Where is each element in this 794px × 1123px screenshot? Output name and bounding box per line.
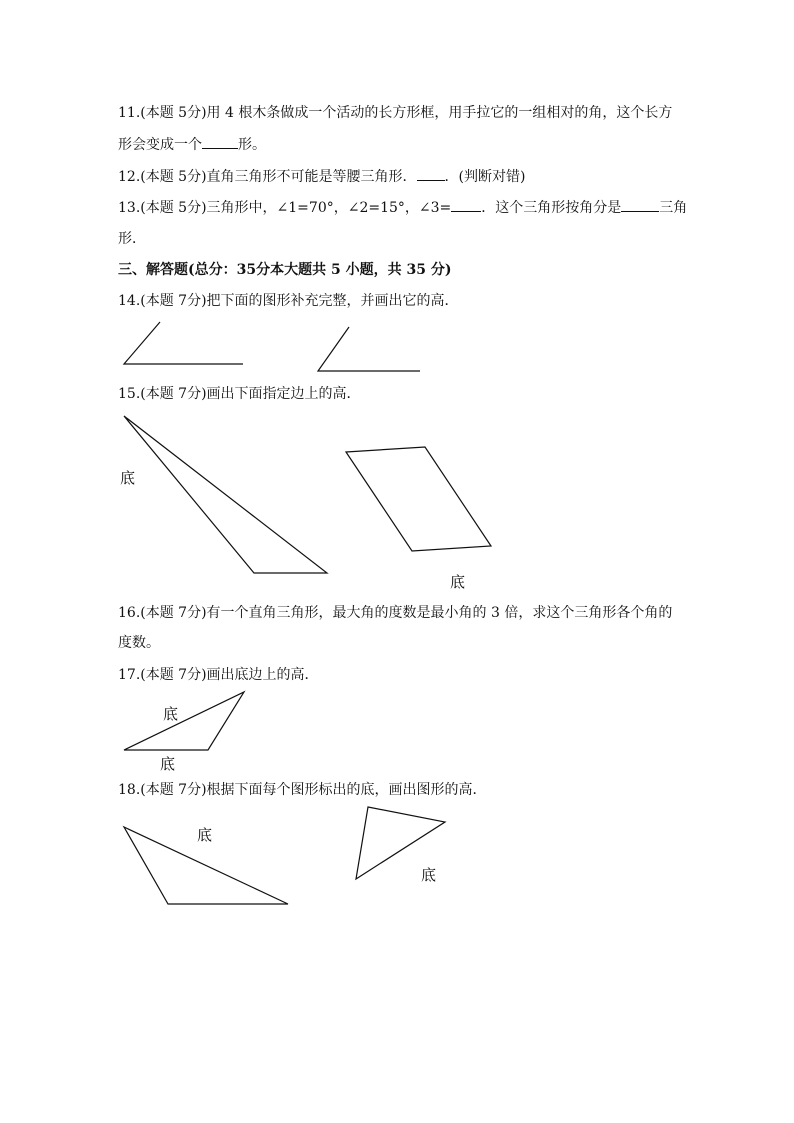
q12-prefix: 12.(本题 5分)直角三角形不可能是等腰三角形． (118, 169, 417, 185)
q17-triangle (124, 692, 244, 750)
q15-obtuse-triangle (124, 416, 327, 573)
q18-text: 18.(本题 7分)根据下面每个图形标出的底，画出图形的高． (118, 782, 487, 798)
q11-line2-prefix: 形会变成一个 (118, 137, 202, 153)
q14-angle-figure-right (318, 327, 420, 371)
q15-base-label-left: 底 (120, 469, 136, 487)
q12-suffix: ．(判断对错) (444, 169, 526, 185)
q16-line2: 度数。 (118, 635, 160, 651)
q13-part2: ．这个三角形按角分是 (481, 200, 622, 216)
q16-line1: 16.(本题 7分)有一个直角三角形，最大角的度数是最小角的 3 倍，求这个三角形各个角的 (118, 605, 673, 621)
q14-angle-figure-left (124, 322, 243, 364)
q13-line2: 形． (118, 231, 146, 247)
q15-text: 15.(本题 7分)画出下面指定边上的高． (118, 386, 361, 402)
q18-triangle-right (356, 807, 445, 879)
q13-part1: 13.(本题 5分)三角形中，∠1=70°，∠2=15°，∠3= (118, 200, 452, 216)
q11-line2-suffix: 形。 (238, 137, 266, 153)
q15-parallelogram (346, 447, 491, 551)
q18-base-label-left: 底 (197, 826, 213, 844)
q14-text: 14.(本题 7分)把下面的图形补充完整，并画出它的高． (118, 293, 459, 309)
q17-base-label-top: 底 (163, 705, 179, 723)
section3-title: 三、解答题(总分：35分本大题共 5 小题，共 35 分) (118, 262, 452, 278)
q18-base-label-right: 底 (421, 866, 437, 884)
q13-part3: 三角 (659, 200, 688, 216)
q18-triangle-left (124, 827, 288, 904)
q17-text: 17.(本题 7分)画出底边上的高． (118, 667, 319, 683)
q11-line1: 11.(本题 5分)用 4 根木条做成一个活动的长方形框，用手拉它的一组相对的角，这个长方 (118, 105, 673, 121)
q17-base-label-bottom: 底 (160, 755, 176, 773)
q15-base-label-right: 底 (450, 573, 466, 591)
